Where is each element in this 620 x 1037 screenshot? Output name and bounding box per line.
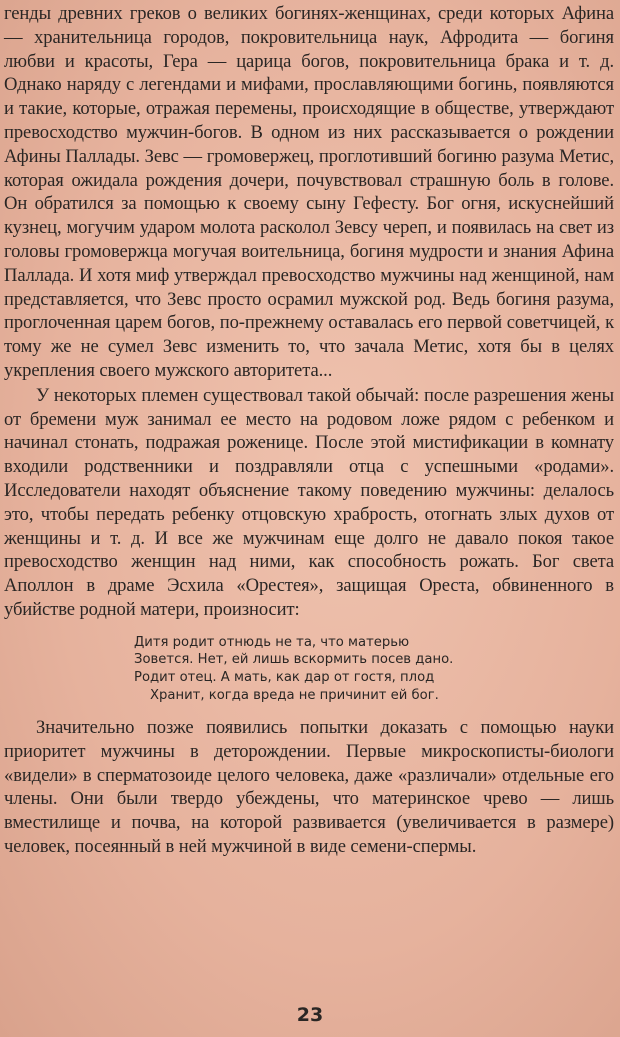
paragraph-athena-myth: генды древних греков о великих богинях-женщинах, среди которых Афина — хранительница городов, покровительница наук, Афродита — богиня любви и красоты, Гера — царица богов, покровительница брака и т. д. Однако наряду с легендами и мифами, прославляющими богинь, появляются и такие, которые, отражая перемены, происходящие в обществе, утверждают превосходство мужчин-богов. В одном из них рассказывается о рождении Афины Паллады. Зевс — громовержец, проглотивший богиню разума Метис, которая ожидала рождения дочери, почувствовал страшную боль в голове. Он обратился за помощью к своему сыну Гефесту. Бог огня, искуснейший кузнец, могучим ударом молота расколол Зевсу череп, и появилась на свет из головы громовержца могучая воительница, богиня мудрости и знания Афина Паллада. И хотя миф утверждал превосходство мужчины над женщиной, нам представляется, что Зевс просто осрамил мужской род. Ведь богиня разума, проглоченная царем богов, по-прежнему оставалась его первой советчицей, к тому же не сумел Зевс изменить то, что зачала Метис, хотя бы в целях укрепления своего мужского авторитета... (4, 3, 614, 381)
poem-line: Хранит, когда вреда не причинит ей бог. (150, 687, 439, 703)
page-number: 23 (296, 1004, 324, 1026)
poem-line: Родит отец. А мать, как дар от гостя, плод (134, 669, 435, 685)
poem-line: Дитя родит отнюдь не та, что матерью (134, 634, 410, 650)
poem-line: Зовется. Нет, ей лишь вскормить посев дано. (134, 652, 454, 668)
poem-quote (134, 634, 614, 704)
paragraph-couvade-custom: У некоторых племен существовал такой обычай: после разрешения жены от бремени муж занимал ее место на родовом ложе рядом с ребенком и начинал стонать, подражая роженице. После этой мистификации в комнату входили родственники и поздравляли отца с успешными «родами». Исследователи находят объяснение такому поведению мужчины: делалось это, чтобы передать ребенку отцовскую храбрость, отогнать злых духов от женщины и т. д. И все же мужчинам еще долго не давало покоя такое превосходство женщин над ними, как способность рожать. Бог света Аполлон в драме Эсхила «Орестея», защищая Ореста, обвиненного в убийстве родной матери, произносит: (4, 384, 614, 620)
paragraph-microscopists: Значительно позже появились попытки доказать с помощью науки приоритет мужчины в деторождении. Первые микроскописты-биологи «видели» в сперматозоиде целого человека, даже «различали» отдельные его члены. Они были твердо убеждены, что материнское чрево — лишь вместилище и почва, на которой развивается (увеличивается в размере) человек, посеянный в ней мужчиной в виде семени-спермы. (4, 717, 614, 858)
